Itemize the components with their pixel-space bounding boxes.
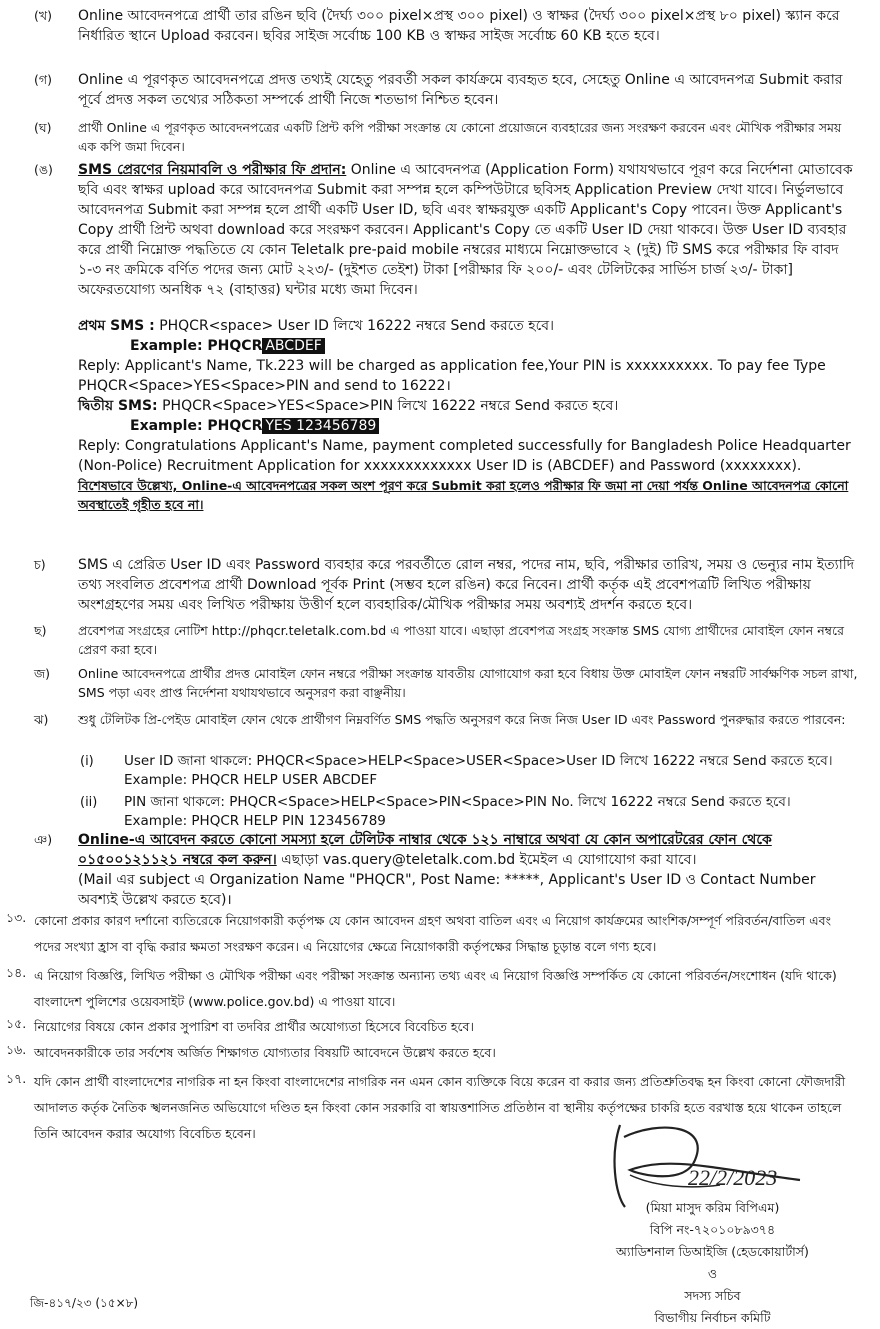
clause-marker: ১৭. [6, 1071, 27, 1086]
item-gha [34, 118, 858, 156]
sms-rules-body: Online এ আবেদনপত্র (Application Form) যথাযথভাবে পূরণ করে নির্দেশনা মোতাবেক ছবি এবং স্বাক্ষর upload করে আবেদনপত্র Submit করা সম্পন্ন হলে কম্পিউটারে ছবিসহ Application Preview দেখা যাবে। নির্ভুলভাবে আবেদনপত্র Submit করা সম্পন্ন হলে প্রার্থী একটি User ID, ছবি এবং স্বাক্ষরযুক্ত একটি Applicant's Copy পাবেন। উক্ত Applicant's Copy প্রার্থী প্রিন্ট অথবা download করে সংরক্ষণ করবেন। Applicant's Copy তে একটি User ID দেয়া থাকবে। উক্ত User ID ব্যবহার করে প্রার্থী নিম্নোক্ত পদ্ধতিতে যে কোন Teletalk pre-paid mobile নম্বরের মাধ্যমে নিম্নোক্তভাবে ২ (দুই) টি SMS করে পরীক্ষার ফি বাবদ ১-৩ নং ক্রমিকে বর্ণিত পদের জন্য মোট ২২৩/- (দুইশত তেইশ) টাকা [পরীক্ষার ফি ২০০/- এবং টেলিটকের সার্ভিস চার্জ ২৩/- টাকা] অফেরতযোগ্য অনধিক ৭২ (বাহাত্তর) ঘন্টার মধ্যে জমা দিবেন। [78, 162, 853, 298]
item-marker: ঝ) [34, 712, 49, 727]
example-label: Example: [130, 338, 203, 354]
sms-rules-text [78, 160, 858, 300]
item-jha [34, 710, 858, 729]
second-sms [78, 396, 858, 416]
reply-2: Reply: Congratulations Applicant's Name, payment completed successfully for Bangladesh Police Headquarter (Non-Police) Recruitment Application for xxxxxxxxxxxxx User ID is (ABCDEF) and Password (xxxxxxxx). [78, 438, 851, 474]
item-marker: জ) [34, 666, 51, 681]
first-sms-text: PHQCR<space> User ID লিখে 16222 নম্বরে Send করতে হবে। [159, 318, 555, 334]
example-highlight: YES 123456789 [262, 418, 379, 434]
help-mail-note: (Mail এর subject এ Organization Name "PHQCR", Post Name: *****, Applicant's User ID ও Contact Number অবশ্যই উল্লেখ করতে হবে)। [78, 872, 816, 908]
help-bold: Online-এ আবেদন করতে কোনো সমস্যা হলে টেলিটক নাম্বার থেকে ১২১ নাম্বারে অথবা যে কোন অপারেটরের ফোন থেকে ০১৫০০১২১১২১ নম্বরে কল করুন। [78, 832, 772, 868]
first-sms-label: প্রথম SMS : [78, 318, 155, 334]
reply-1: Reply: Applicant's Name, Tk.223 will be charged as application fee,Your PIN is xxxxxxxxxx. To pay fee Type PHQCR<Space>YES<Space>PIN and send to 16222। [78, 358, 826, 394]
item-text: প্রার্থী Online এ পূরণকৃত আবেদনপত্রের একটি প্রিন্ট কপি পরীক্ষা সংক্রান্ত যে কোনো প্রয়োজনে ব্যবহারের জন্য সংরক্ষণ করবেন এবং মৌখিক পরীক্ষার সময় এক কপি জমা দিবেন। [78, 120, 842, 154]
item-ja [34, 664, 858, 702]
signatory-designation: অ্যাডিশনাল ডিআইজি (হেডকোয়ার্টার্স) [616, 1244, 809, 1259]
item-marker: ছ) [34, 623, 47, 638]
clause-marker: ১৬. [6, 1042, 27, 1057]
first-sms [78, 316, 858, 336]
clause-15 [6, 1014, 858, 1040]
item-text: Online আবেদনপত্রে প্রার্থী তার রঙিন ছবি (দৈর্ঘ্য ৩০০ pixel×প্রস্থ ৩০০ pixel) ও স্বাক্ষর (দৈর্ঘ্য ৩০০ pixel×প্রস্থ ৮০ pixel) স্ক্যান করে নির্ধারিত স্থানে Upload করবেন। ছবির সাইজ সর্বোচ্চ 100 KB ও স্বাক্ষর সাইজ সর্বোচ্চ 60 KB হতে হবে। [78, 8, 840, 44]
clause-text: এ নিয়োগ বিজ্ঞপ্তি, লিখিত পরীক্ষা ও মৌখিক পরীক্ষা এবং পরীক্ষা সংক্রান্ত অন্যান্য তথ্য এবং এ নিয়োগ বিজ্ঞপ্তি সম্পর্কিত যে কোনো পরিবর্তন/সংশোধন (যদি থাকে) বাংলাদেশ পুলিশের ওয়েবসাইট (www.police.gov.bd) এ পাওয়া যাবে। [34, 968, 837, 1009]
clause-text: যদি কোন প্রার্থী বাংলাদেশের নাগরিক না হন কিংবা বাংলাদেশের নাগরিক নন এমন কোন ব্যক্তিকে বিয়ে করেন বা করার জন্য প্রতিশ্রুতিবদ্ধ হন কিংবা কোনো ফৌজদারী আদালত কর্তৃক নৈতিক স্খলনজনিত অভিযোগে দণ্ডিত হন কিংবা কোন সরকারি বা স্বায়ত্তশাসিত প্রতিষ্ঠান বা স্থানীয় কর্তৃপক্ষের চাকরি হতে বরখাস্ত হয়ে থাকেন তাহলে তিনি আবেদন করার অযোগ্য বিবেচিত হবেন। [34, 1074, 846, 1141]
example-highlight: ABCDEF [262, 338, 324, 354]
item-chha [34, 621, 858, 659]
item-marker: (ঙ) [34, 162, 53, 177]
clause-16 [6, 1040, 858, 1066]
signatory-conjunction: ও [707, 1266, 718, 1281]
item-text: Online এ পূরণকৃত আবেদনপত্রে প্রদত্ত তথ্যই যেহেতু পরবর্তী সকল কার্যক্রমে ব্যবহৃত হবে, সেহেতু Online এ আবেদনপত্র Submit করার পূর্বে প্রদত্ত সকল তথ্যের সঠিকতা সম্পর্কে প্রার্থী নিজে শতভাগ নিশ্চিত হবেন। [78, 72, 843, 108]
example-2 [78, 416, 858, 436]
warning-text: বিশেষভাবে উল্লেখ্য, Online-এ আবেদনপত্রের সকল অংশ পূরণ করে Submit করা হলেও পরীক্ষার ফি জমা না দেয়া পর্যন্ত Online আবেদনপত্র কোনো অবস্থাতেই গৃহীত হবে না। [78, 478, 849, 512]
signatory-committee: বিভাগীয় নির্বাচন কমিটি [654, 1310, 771, 1325]
item-marker: চ) [34, 557, 46, 572]
sub-text: User ID জানা থাকলে: PHQCR<Space>HELP<Space>USER<Space>User ID লিখে 16222 নম্বরে Send করতে হবে। Example: PHQCR HELP USER ABCDEF [124, 753, 833, 788]
item-marker: (গ) [34, 72, 52, 87]
clause-text: কোনো প্রকার কারণ দর্শানো ব্যতিরেকে নিয়োগকারী কর্তৃপক্ষ যে কোন আবেদন গ্রহণ অথবা বাতিল এবং এ নিয়োগ কার্যক্রমের আংশিক/সম্পূর্ণ পরিবর্তন/বাতিল এবং পদের সংখ্যা হ্রাস বা বৃদ্ধি করার ক্ষমতা সংরক্ষণ করেন। এ নিয়োগের ক্ষেত্রে নিয়োগকারী কর্তৃপক্ষের সিদ্ধান্ত চূড়ান্ত বলে গণ্য হবে। [34, 913, 832, 954]
item-marker: ঞ) [34, 832, 53, 847]
sms-rules-heading: SMS প্রেরণের নিয়মাবলি ও পরীক্ষার ফি প্রদান: [78, 162, 347, 178]
clause-text: আবেদনকারীকে তার সর্বশেষ অর্জিত শিক্ষাগত যোগ্যতার বিষয়টি আবেদনে উল্লেখ করতে হবে। [34, 1045, 496, 1060]
signature-date: 22/2/2023 [688, 1165, 778, 1190]
item-text: শুধু টেলিটক প্রি-পেইড মোবাইল ফোন থেকে প্রার্থীগণ নিম্নবর্ণিত SMS পদ্ধতি অনুসরণ করে নিজ নিজ User ID এবং Password পুনরুদ্ধার করতে পারবেন: [78, 712, 846, 727]
recovery-pin [80, 793, 858, 831]
second-sms-label: দ্বিতীয় SMS: [78, 398, 158, 414]
item-marker: (ঘ) [34, 120, 52, 135]
signatory-block [600, 1197, 825, 1329]
second-sms-text: PHQCR<Space>YES<Space>PIN লিখে 16222 নম্বরে Send করতে হবে। [162, 398, 619, 414]
sub-text: PIN জানা থাকলে: PHQCR<Space>HELP<Space>PIN<Space>PIN No. লিখে 16222 নম্বরে Send করতে হবে। Example: PHQCR HELP PIN 123456789 [124, 794, 791, 829]
item-sms-rules [34, 160, 858, 300]
example-code: PHQCR [207, 338, 263, 354]
help-text [78, 830, 858, 870]
clause-marker: ১৪. [6, 965, 27, 980]
item-ga [34, 70, 858, 110]
sms-block [34, 316, 858, 514]
item-text: Online আবেদনপত্রে প্রার্থীর প্রদত্ত মোবাইল ফোন নম্বরে পরীক্ষা সংক্রান্ত যাবতীয় যোগাযোগ করা হবে বিধায় উক্ত মোবাইল ফোন নম্বরটি সার্বক্ষণিক সচল রাখা, SMS পড়া এবং প্রাপ্ত নির্দেশনা যথাযথভাবে অনুসরণ করা বাঞ্ছনীয়। [78, 666, 858, 700]
document-reference: জি-৪১৭/২৩ (১৫×৮) [30, 1296, 139, 1310]
item-nya [34, 830, 858, 910]
item-kha [34, 6, 858, 46]
sub-marker: (ii) [80, 795, 98, 810]
clause-14 [6, 963, 858, 1015]
signatory-name: (মিয়া মাসুদ করিম বিপিএম) [645, 1200, 780, 1215]
clause-marker: ১৩. [6, 910, 27, 925]
sub-marker: (i) [80, 754, 94, 769]
signatory-bp: বিপি নং-৭২০১০৮৯৩৭৪ [649, 1222, 776, 1237]
example-1 [78, 336, 858, 356]
clause-marker: ১৫. [6, 1016, 27, 1031]
example-label: Example: [130, 418, 203, 434]
item-text: SMS এ প্রেরিত User ID এবং Password ব্যবহার করে পরবর্তীতে রোল নম্বর, পদের নাম, ছবি, পরীক্ষার তারিখ, সময় ও ভেন্যুর নাম ইত্যাদি তথ্য সংবলিত প্রবেশপত্র প্রার্থী Download পূর্বক Print (সম্ভব হলে রঙিন) করে নিবেন। প্রার্থী কর্তৃক এই প্রবেশপত্রটি লিখিত পরীক্ষায় অংশগ্রহণের সময় এবং লিখিত পরীক্ষায় উত্তীর্ণ হলে ব্যবহারিক/মৌখিক পরীক্ষার সময় অবশ্যই প্রদর্শন করতে হবে। [78, 557, 855, 613]
example-code: PHQCR [207, 418, 263, 434]
item-marker: (খ) [34, 8, 52, 23]
help-rest: এছাড়া vas.query@teletalk.com.bd ইমেইল এ যোগাযোগ করা যাবে। [276, 852, 697, 868]
item-cha [34, 555, 858, 615]
clause-text: নিয়োগের বিষয়ে কোন প্রকার সুপারিশ বা তদবির প্রার্থীর অযোগ্যতা হিসেবে বিবেচিত হবে। [34, 1019, 474, 1034]
item-text: প্রবেশপত্র সংগ্রহের নোটিশ http://phqcr.teletalk.com.bd এ পাওয়া যাবে। এছাড়া প্রবেশপত্র সংগ্রহ সংক্রান্ত SMS যোগ্য প্রার্থীদের মোবাইল ফোন নম্বরে প্রেরণ করা হবে। [78, 623, 844, 657]
recovery-user-id [80, 752, 858, 790]
signatory-role: সদস্য সচিব [684, 1288, 741, 1303]
clause-13 [6, 908, 858, 960]
